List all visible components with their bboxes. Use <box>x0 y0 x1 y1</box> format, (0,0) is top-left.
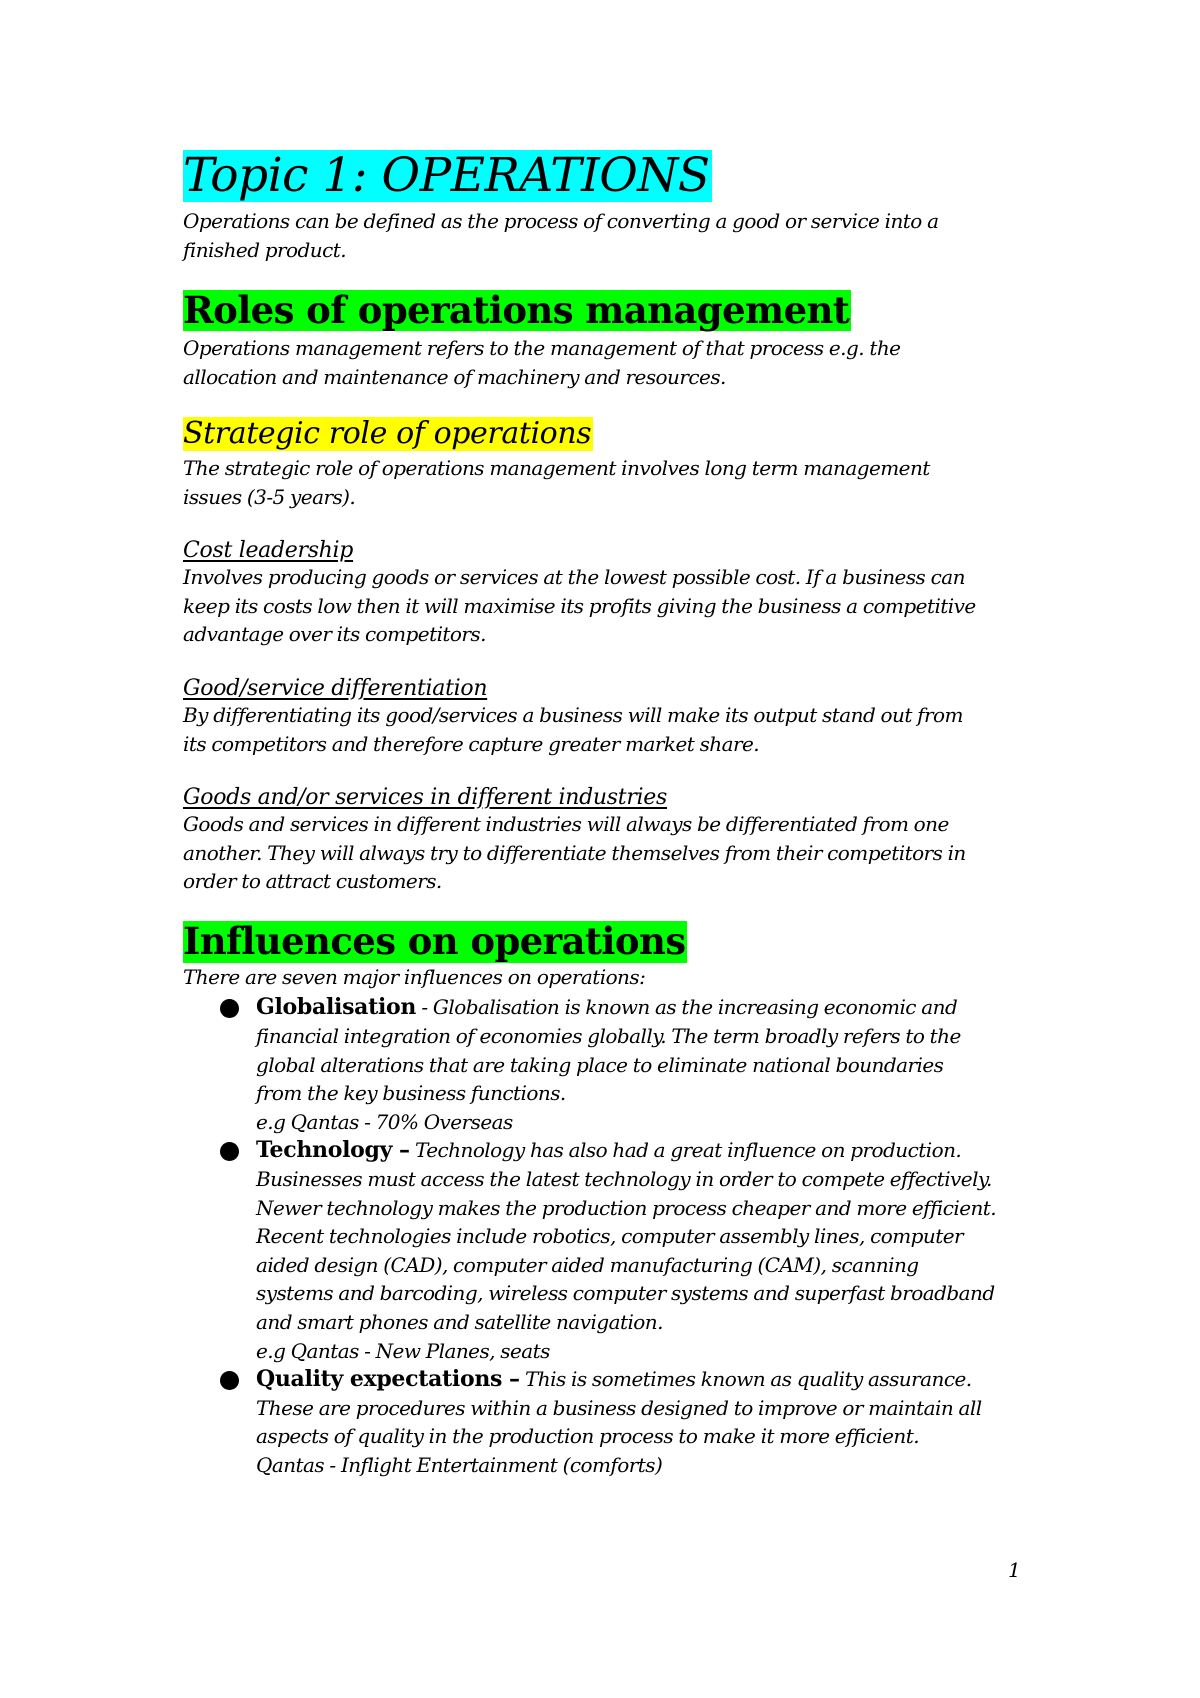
bullet-icon <box>220 1371 239 1390</box>
bullet-term: Globalisation <box>256 994 417 1021</box>
bullet-icon <box>220 1142 239 1161</box>
page-content <box>183 150 1063 1480</box>
roles-text: Operations management refers to the management of that process e.g. the allocation and maintenance of machinery and resources. <box>183 336 901 389</box>
intro-text: Operations can be defined as the process of converting a good or service into a finished product. <box>183 209 939 262</box>
influences-heading: Influences on operations <box>183 919 686 963</box>
page-number: 1 <box>1008 1558 1021 1582</box>
industries-heading: Goods and/or services in different industries <box>183 785 667 811</box>
cost-leadership-text: Involves producing goods or services at the lowest possible cost. If a business can keep its costs low then it will maximise its profits giving the business a competitive advantage over its competitors. <box>183 565 976 647</box>
influences-list <box>183 993 1063 1479</box>
cost-leadership-heading: Cost leadership <box>183 538 354 564</box>
list-item: Globalisation - Globalisation is known as the increasing economic and financial integration of economies globally. The term broadly refers to the global alterations that are taking place to eliminate national boundaries from the key business functions. e.g Qantas - 70% Overseas <box>183 993 1063 1136</box>
influences-intro: There are seven major influences on operations: <box>183 964 646 989</box>
list-item: Technology – Technology has also had a great influence on production. Businesses must access the latest technology in order to compete effectively. Newer technology makes the production process cheaper and more efficient. Recent technologies include robotics, computer assembly lines, computer aided design (CAD), computer aided manufacturing (CAM), scanning systems and barcoding, wireless computer systems and superfast broadband and smart phones and satellite navigation. e.g Qantas - New Planes, seats <box>183 1136 1063 1365</box>
bullet-term: Quality expectations – <box>256 1366 520 1393</box>
bullet-icon <box>220 999 239 1018</box>
differentiation-heading: Good/service differentiation <box>183 676 488 702</box>
roles-heading: Roles of operations management <box>183 287 850 332</box>
industries-text: Goods and services in different industries will always be differentiated from one another. They will always try to differentiate themselves from their competitors in order to attract customers. <box>183 812 966 894</box>
list-item: Quality expectations – This is sometimes known as quality assurance. These are procedures within a business designed to improve or maintain all aspects of quality in the production process to make it more efficient. Qantas - Inflight Entertainment (comforts) <box>183 1365 1063 1479</box>
strategic-text: The strategic role of operations management involves long term management issues (3-5 years). <box>183 456 930 509</box>
differentiation-text: By differentiating its good/services a business will make its output stand out from its competitors and therefore capture greater market share. <box>183 703 963 756</box>
bullet-term: Technology – <box>256 1137 410 1164</box>
strategic-heading: Strategic role of operations <box>183 415 592 451</box>
page-title: Topic 1: OPERATIONS <box>183 148 710 203</box>
